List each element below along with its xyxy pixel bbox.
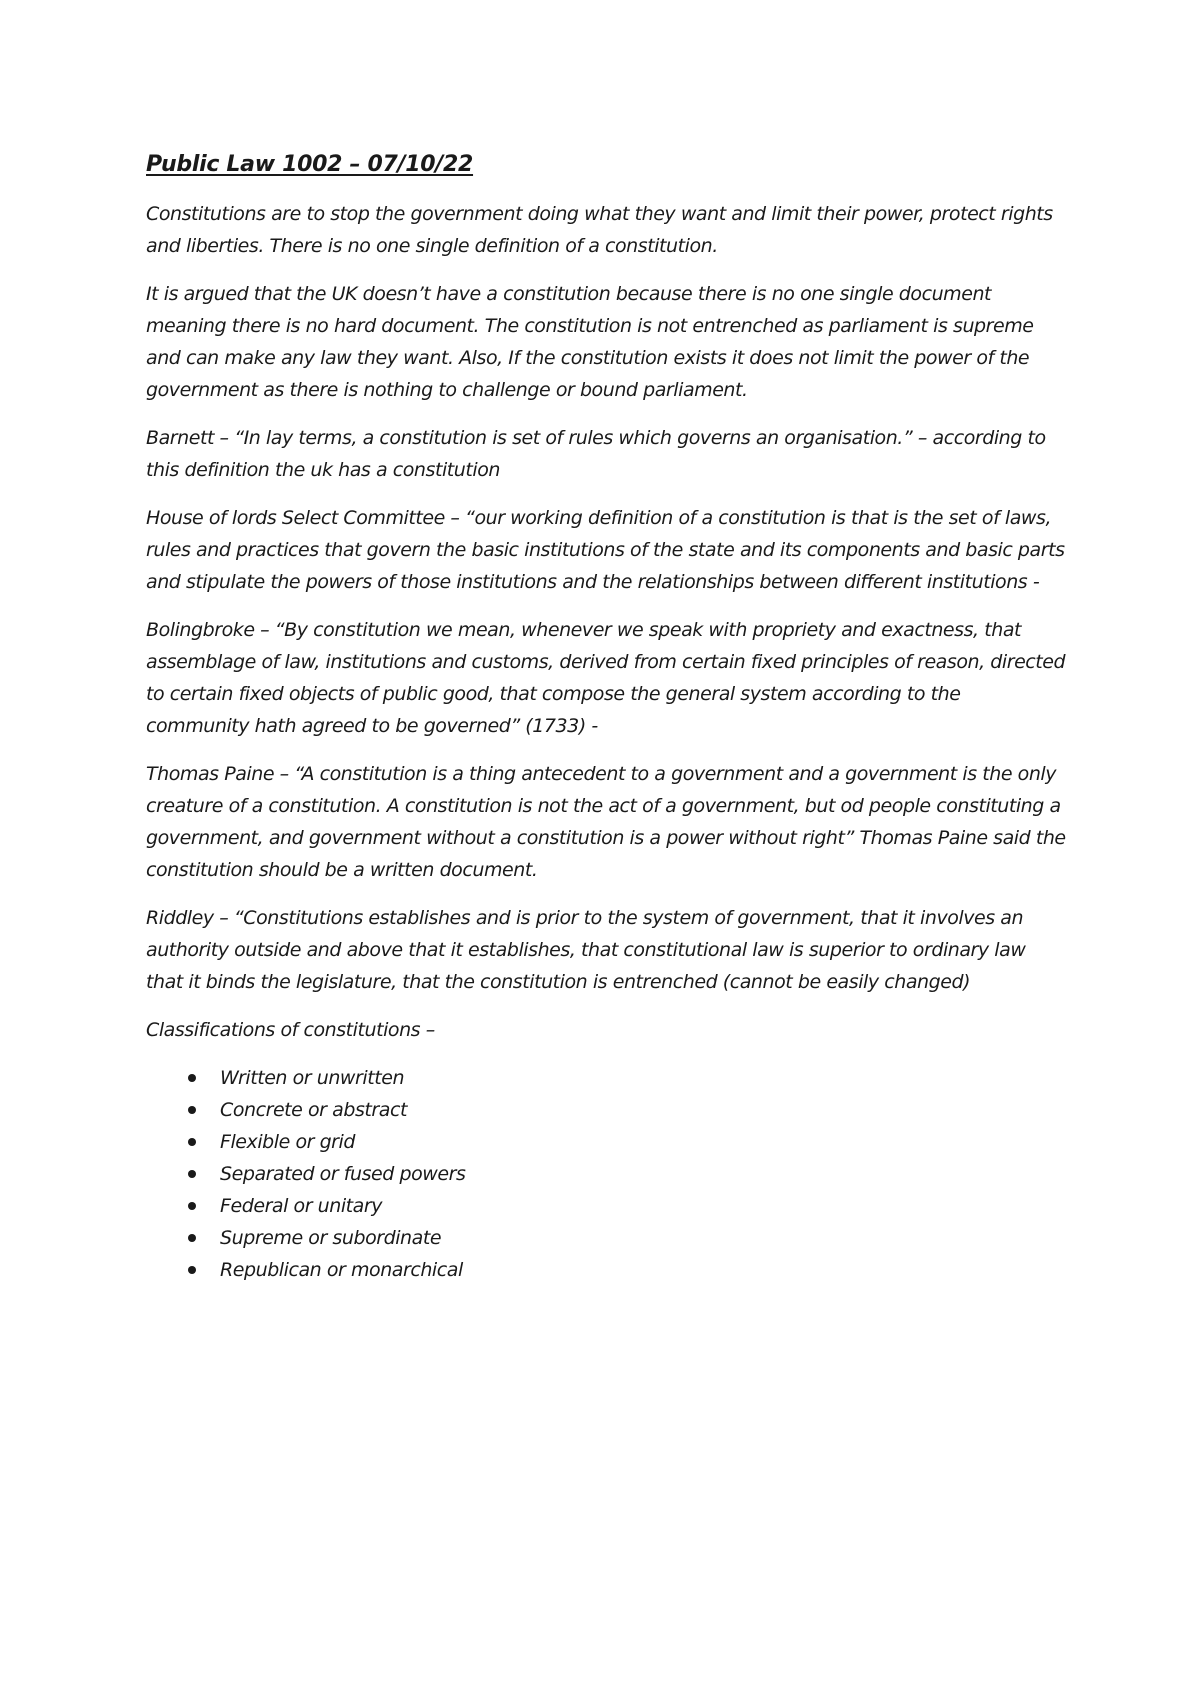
list-item-text: Written or unwritten <box>220 1067 405 1089</box>
bullet-dot-icon <box>188 1266 196 1274</box>
paragraph-bolingbroke: Bolingbroke – “By constitution we mean, whenever we speak with propriety and exactness, that assemblage of law, institutions and customs, derived from certain fixed principles of reason, directed to certain fixed objects of public good, that compose the general system according to the community hath agreed to be governed” (1733) - <box>146 619 1066 737</box>
document-title: Public Law 1002 – 07/10/22 <box>146 152 474 177</box>
list-item <box>188 1254 1066 1286</box>
list-item <box>188 1222 1066 1254</box>
list-item-text: Flexible or grid <box>220 1131 355 1153</box>
paragraph-intro: Constitutions are to stop the government doing what they want and limit their power, protect rights and liberties. There is no one single definition of a constitution. <box>146 203 1053 257</box>
list-item-text: Federal or unitary <box>220 1195 383 1217</box>
bullet-dot-icon <box>188 1138 196 1146</box>
paragraph-barnett: Barnett – “In lay terms, a constitution is set of rules which governs an organisation.” – according to this definition the uk has a constitution <box>146 427 1046 481</box>
bullet-dot-icon <box>188 1106 196 1114</box>
paragraph-uk-argument: It is argued that the UK doesn’t have a constitution because there is no one single document meaning there is no hard document. The constitution is not entrenched as parliament is supreme and can make any law they want. Also, If the constitution exists it does not limit the power of the government as there is nothing to challenge or bound parliament. <box>146 283 1034 401</box>
list-item <box>188 1158 1066 1190</box>
paragraph-thomas-paine: Thomas Paine – “A constitution is a thing antecedent to a government and a government is the only creature of a constitution. A constitution is not the act of a government, but od people constituting a government, and government without a constitution is a power without right” Thomas Paine said the constitution should be a written document. <box>146 763 1066 881</box>
list-item-text: Republican or monarchical <box>220 1259 463 1281</box>
list-item-text: Supreme or subordinate <box>220 1227 442 1249</box>
bullet-dot-icon <box>188 1074 196 1082</box>
list-item-text: Separated or fused powers <box>220 1163 466 1185</box>
bullet-dot-icon <box>188 1202 196 1210</box>
bullet-dot-icon <box>188 1170 196 1178</box>
list-item-text: Concrete or abstract <box>220 1099 407 1121</box>
classification-list <box>146 1062 1066 1286</box>
paragraph-classifications: Classifications of constitutions – <box>146 1019 435 1041</box>
list-item <box>188 1190 1066 1222</box>
list-item <box>188 1062 1066 1094</box>
list-item <box>188 1094 1066 1126</box>
paragraph-riddley: Riddley – “Constitutions establishes and is prior to the system of government, that it involves an authority outside and above that it establishes, that constitutional law is superior to ordinary law that it binds the legislature, that the constitution is entrenched (cannot be easily changed) <box>146 907 1026 993</box>
list-item <box>188 1126 1066 1158</box>
document-body <box>146 148 1066 1286</box>
bullet-dot-icon <box>188 1234 196 1242</box>
paragraph-house-of-lords: House of lords Select Committee – “our working definition of a constitution is that is the set of laws, rules and practices that govern the basic institutions of the state and its components and basic parts and stipulate the powers of those institutions and the relationships between different institutions - <box>146 507 1065 593</box>
